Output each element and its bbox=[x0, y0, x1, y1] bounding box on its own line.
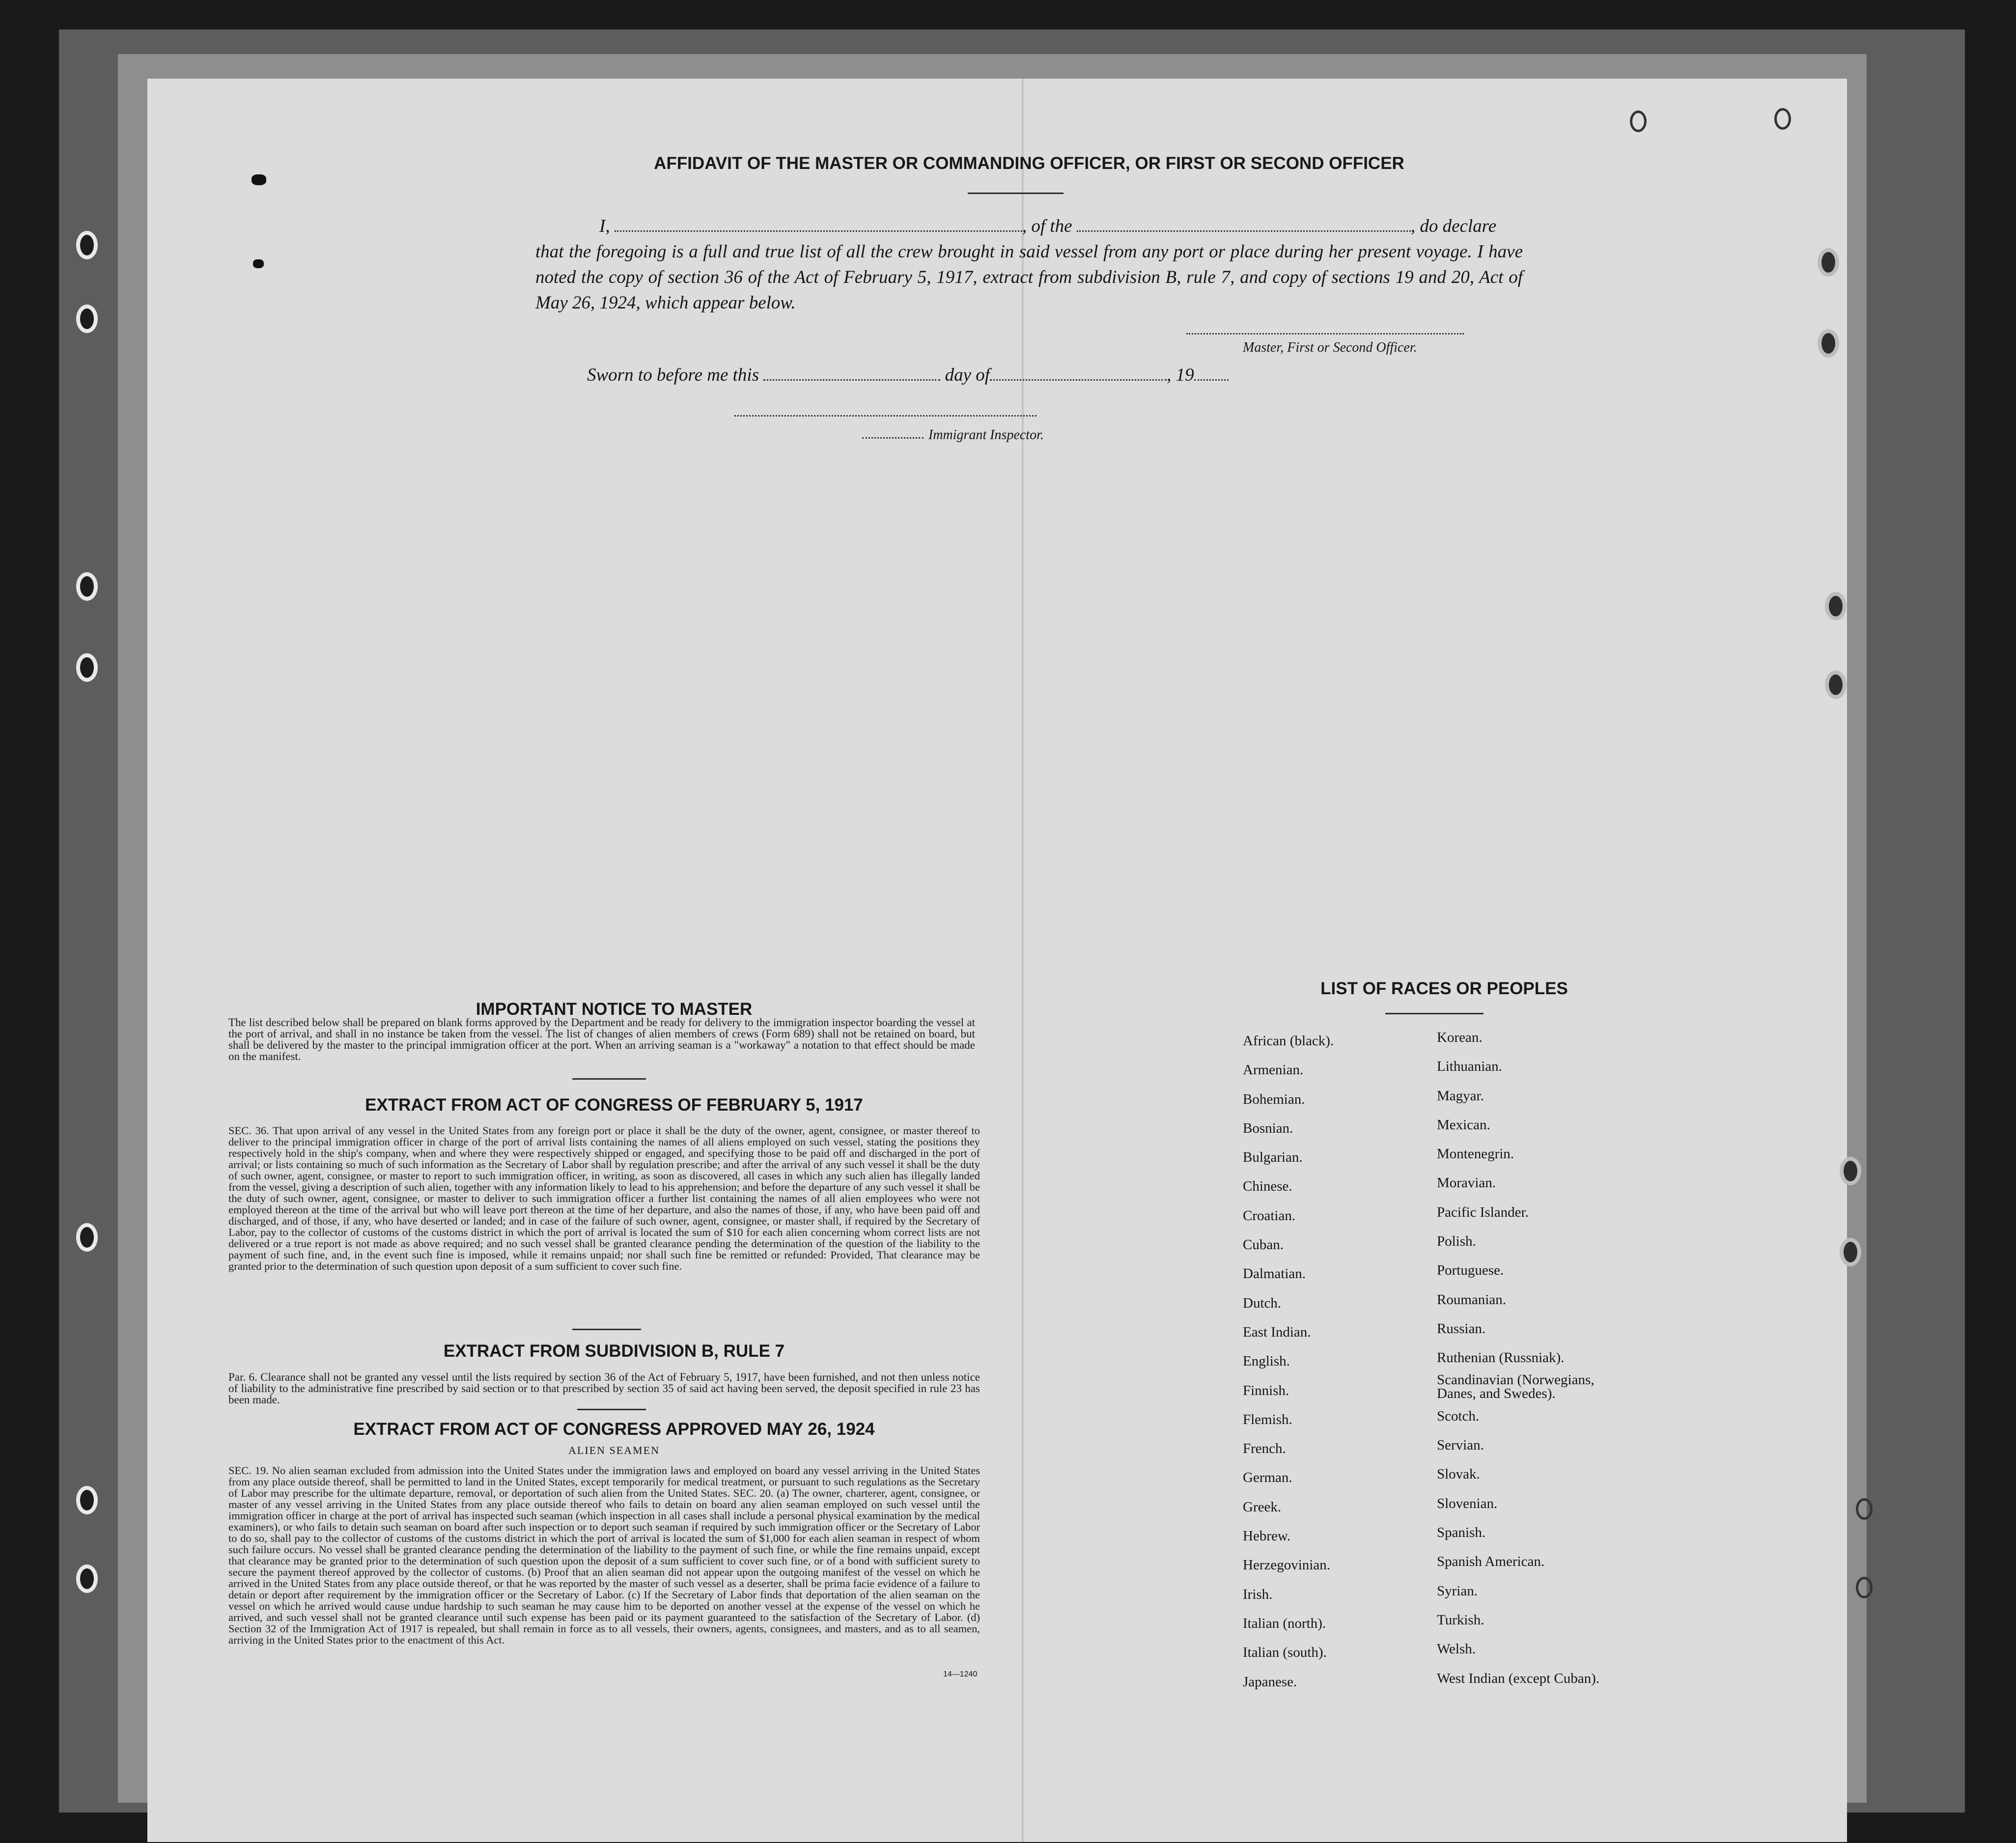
race-item: French. bbox=[1243, 1441, 1286, 1457]
extract-1924-body: SEC. 19. No alien seaman excluded from admission into the United States under the immigration laws and employed on board any vessel arriving in the United States from any place outside thereof, shall be permitted to land in the United States, except temporarily for medical treatment, or pursuant to such regulations as the Secretary of Labor may prescribe for the ultimate departure, removal, or deportation of such alien from the United States. SEC. 20. (a) The owner, charterer, agent, consignee, or master of any vessel arriving in the United States from any place outside thereof who fails to detain on board any alien seaman employed on such vessel until the immigration officer in charge at the port of arrival has inspected such seaman (which inspection in all cases shall include a personal physical examination by the medical examiners), or who fails to detain such seaman on board after such inspection or to deport such seaman if required by such immigration officer or the Secretary of Labor to do so, shall pay to the collector of customs of the customs district in which the port of arrival is located the sum of $1,000 for each alien seaman in respect of whom such failure occurs. No vessel shall be granted clearance pending the determination of the liability to the payment of such fine, or while the fine remains unpaid, except that clearance may be granted prior to the determination of such question upon the deposit of a sum sufficient to cover such fine, or of a bond with sufficient surety to secure the payment thereof approved by the collector of customs. (b) Proof that an alien seaman did not appear upon the outgoing manifest of the vessel on which he arrived in the United States from any place outside thereof, or that he was reported by the master of such vessel as a deserter, shall be prima facie evidence of a failure to detain or deport after requirement by the immigration officer or the Secretary of Labor. (c) If the Secretary of Labor finds that deportation of the alien seaman on the vessel on which he arrived would cause undue hardship to such seaman he may cause him to be deported on another vessel at the expense of the vessel on which he arrived, and such vessel shall not be granted clearance until such expense has been paid or its payment guaranteed to the satisfaction of the Secretary of Labor. (d) Section 32 of the Immigration Act of 1917 is repealed, but shall remain in force as to all vessels, their owners, agents, consignees, and masters, and as to all seamen, arriving in the United States prior to the enactment of this Act. bbox=[228, 1464, 980, 1646]
punch-hole-icon bbox=[1818, 329, 1839, 358]
sworn-day-field[interactable] bbox=[763, 365, 940, 381]
notice-rule bbox=[572, 1078, 646, 1080]
race-item: Ruthenian (Russniak). bbox=[1437, 1350, 1565, 1366]
punch-hole-icon bbox=[76, 1223, 98, 1252]
race-item: Slovenian. bbox=[1437, 1495, 1498, 1511]
alien-seamen-subtitle: ALIEN SEAMEN bbox=[568, 1444, 660, 1456]
races-title: LIST OF RACES OR PEOPLES bbox=[1320, 979, 1568, 998]
race-item: Croatian. bbox=[1243, 1207, 1296, 1224]
extract-1917-rule bbox=[572, 1329, 641, 1330]
inspector-signature-lead bbox=[862, 437, 924, 439]
ring-hole-icon bbox=[1856, 1577, 1873, 1598]
race-item: Chinese. bbox=[1243, 1178, 1292, 1195]
ring-hole-icon bbox=[1856, 1498, 1873, 1520]
race-item: Spanish. bbox=[1437, 1525, 1486, 1541]
race-item: Slovak. bbox=[1437, 1466, 1480, 1482]
race-item: Turkish. bbox=[1437, 1612, 1484, 1628]
extract-1917-title: EXTRACT FROM ACT OF CONGRESS OF FEBRUARY 5, 1917 bbox=[365, 1095, 863, 1115]
races-right-column bbox=[1437, 1023, 1692, 1693]
race-item: Scotch. bbox=[1437, 1408, 1480, 1424]
race-item: English. bbox=[1243, 1353, 1290, 1369]
do-declare-label: , do declare bbox=[1410, 216, 1497, 236]
race-item: Flemish. bbox=[1243, 1411, 1292, 1427]
ink-mark bbox=[253, 259, 264, 268]
ring-hole-icon bbox=[1630, 111, 1647, 132]
race-item: African (black). bbox=[1243, 1033, 1334, 1049]
race-item: Italian (north). bbox=[1243, 1615, 1326, 1631]
race-item: Montenegrin. bbox=[1437, 1146, 1514, 1162]
race-item: Spanish American. bbox=[1437, 1554, 1545, 1570]
race-item: Servian. bbox=[1437, 1437, 1484, 1453]
race-item: Herzegovinian. bbox=[1243, 1557, 1330, 1573]
extract-1917-body: SEC. 36. That upon arrival of any vessel in the United States from any foreign port or place it shall be the duty of the owner, agent, consignee, or master thereof to deliver to the principal immigration officer in charge of the port of arrival lists containing the names of all aliens employed on such vessel, stating the positions they respectively hold in the ship's company, when and where they were respectively shipped or engaged, and specifying those to be paid off and discharged in the port of arrival; or lists containing so much of such information as the Secretary of Labor shall by regulation prescribe; and after the arrival of any such vessel it shall be the duty of such owner, agent, consignee, or master to report to such immigration officer, in writing, as soon as discovered, all cases in which any such alien has illegally landed from the vessel, giving a description of such alien, together with any information likely to lead to his apprehension; and before the departure of any such vessel it shall be the duty of such owner, agent, consignee, or master to deliver to such immigration officer a further list containing the names of all alien employees who were not employed thereon at the time of the arrival but who will leave port thereon at the time of her departure, and also the names of those, if any, who have been paid off and discharged, and of those, if any, who have deserted or landed; and in case of the failure of such owner, agent, consignee, or master shall, if required by the Secretary of Labor, pay to the collector of customs of the customs district in which the port of arrival is located the sum of $10 for each alien concerning whom correct lists are not delivered or a true report is not made as above required; and no such vessel shall be granted clearance pending the determination of the question of the liability to the payment of such fine, and, in the event such fine is imposed, while it remains unpaid; nor shall such fine be remitted or refunded: Provided, That clearance may be granted prior to the determination of such question upon deposit of a sum sufficient to cover such fine. bbox=[228, 1124, 980, 1272]
race-item: Dalmatian. bbox=[1243, 1266, 1306, 1282]
extract-rule7-title: EXTRACT FROM SUBDIVISION B, RULE 7 bbox=[443, 1341, 785, 1361]
race-item: Moravian. bbox=[1437, 1175, 1496, 1191]
day-of-label: day of bbox=[945, 365, 990, 385]
race-item: Russian. bbox=[1437, 1320, 1486, 1337]
punch-hole-icon bbox=[1825, 592, 1847, 620]
race-item: Mexican. bbox=[1437, 1117, 1490, 1133]
extract-rule7-body: Par. 6. Clearance shall not be granted any vessel until the lists required by section 36 of the Act of February 5, 1917, have been furnished, and not then unless notice of liability to the administrative fine prescribed by said section or to that prescribed by section 35 of said act having been served, the deposit specified in rule 23 has been made. bbox=[228, 1371, 980, 1406]
race-item: Hebrew. bbox=[1243, 1528, 1291, 1544]
race-item: Welsh. bbox=[1437, 1641, 1476, 1657]
race-item: Roumanian. bbox=[1437, 1291, 1506, 1308]
notice-body: The list described below shall be prepared on blank forms approved by the Department and be ready for delivery to the immigration inspector boarding the vessel at the port of arrival, and shall in no instance be taken from the vessel. The list of changes of alien members of crews (Form 689) shall not be retained on board, but shall be delivered by the master to the principal immigration officer at the port. When an arriving seaman is a "workaway" a notation to that effect should be made on the manifest. bbox=[228, 1016, 975, 1062]
race-item: Armenian. bbox=[1243, 1062, 1304, 1078]
races-title-rule bbox=[1385, 1013, 1484, 1014]
affidavit-title: AFFIDAVIT OF THE MASTER OR COMMANDING OFFICER, OR FIRST OR SECOND OFFICER bbox=[654, 154, 1404, 173]
race-item: Syrian. bbox=[1437, 1583, 1478, 1599]
ring-hole-icon bbox=[1774, 108, 1791, 130]
race-item: Bulgarian. bbox=[1243, 1149, 1303, 1166]
punch-hole-icon bbox=[1840, 1238, 1861, 1266]
punch-hole-icon bbox=[1840, 1157, 1861, 1185]
race-item: West Indian (except Cuban). bbox=[1437, 1670, 1600, 1686]
race-item: Bohemian. bbox=[1243, 1091, 1305, 1107]
race-item: Bosnian. bbox=[1243, 1120, 1293, 1136]
page-fold bbox=[1022, 79, 1024, 1842]
extract-1924-title: EXTRACT FROM ACT OF CONGRESS APPROVED MAY 26, 1924 bbox=[353, 1420, 875, 1439]
punch-hole-icon bbox=[76, 1486, 98, 1514]
master-signature-field[interactable] bbox=[1186, 333, 1464, 335]
punch-hole-icon bbox=[1818, 248, 1839, 277]
inspector-signature-field[interactable] bbox=[734, 415, 1036, 417]
race-item: Pacific Islander. bbox=[1437, 1204, 1529, 1220]
race-item: Dutch. bbox=[1243, 1295, 1282, 1311]
race-item: Scandinavian (Norwegians, Danes, and Swedes). bbox=[1437, 1371, 1595, 1401]
of-the-label: , of the bbox=[1022, 216, 1072, 236]
punch-hole-icon bbox=[1825, 670, 1847, 699]
punch-hole-icon bbox=[76, 305, 98, 333]
ink-mark bbox=[252, 174, 266, 185]
race-item: Cuban. bbox=[1243, 1237, 1284, 1253]
inspector-label: Immigrant Inspector. bbox=[928, 427, 1044, 443]
sworn-month-field[interactable] bbox=[990, 365, 1167, 381]
vessel-name-field[interactable] bbox=[1077, 217, 1411, 232]
race-item: Magyar. bbox=[1437, 1088, 1484, 1104]
race-item: Portuguese. bbox=[1437, 1262, 1504, 1279]
affidavit-title-rule bbox=[968, 193, 1064, 194]
race-item: Italian (south). bbox=[1243, 1645, 1327, 1661]
punch-hole-icon bbox=[76, 231, 98, 259]
declaration-text: that the foregoing is a full and true list of all the crew brought in said vessel from any port or place during her present voyage. I have noted the copy of section 36 of the Act of February 5, 1917, extract from subdivision B, rule 7, and copy of sections 19 and 20, Act of May 26, 1924, which appear below. bbox=[535, 242, 1523, 313]
race-item: East Indian. bbox=[1243, 1324, 1311, 1340]
race-item: Finnish. bbox=[1243, 1382, 1289, 1398]
race-item: Greek. bbox=[1243, 1499, 1282, 1515]
form-number: 14—1240 bbox=[943, 1670, 978, 1678]
notice-title: IMPORTANT NOTICE TO MASTER bbox=[476, 1000, 753, 1019]
race-item: Irish. bbox=[1243, 1586, 1273, 1602]
year-label: , 19 bbox=[1167, 365, 1194, 385]
race-item: Japanese. bbox=[1243, 1674, 1297, 1690]
affidavit-block bbox=[535, 214, 1523, 316]
i-label: I, bbox=[599, 216, 610, 236]
master-signature-label: Master, First or Second Officer. bbox=[1243, 340, 1417, 355]
punch-hole-icon bbox=[76, 572, 98, 601]
sworn-line bbox=[587, 364, 1229, 386]
punch-hole-icon bbox=[76, 653, 98, 682]
race-item: Polish. bbox=[1437, 1233, 1476, 1250]
races-left-column bbox=[1243, 1027, 1454, 1697]
sworn-year-field[interactable] bbox=[1194, 365, 1229, 381]
punch-hole-icon bbox=[76, 1564, 98, 1593]
sworn-label: Sworn to before me this bbox=[587, 365, 759, 385]
race-item: German. bbox=[1243, 1470, 1292, 1486]
extract-rule7-rule bbox=[577, 1409, 646, 1410]
race-item: Lithuanian. bbox=[1437, 1059, 1502, 1075]
race-item: Korean. bbox=[1437, 1030, 1483, 1045]
master-name-field[interactable] bbox=[615, 217, 1022, 232]
